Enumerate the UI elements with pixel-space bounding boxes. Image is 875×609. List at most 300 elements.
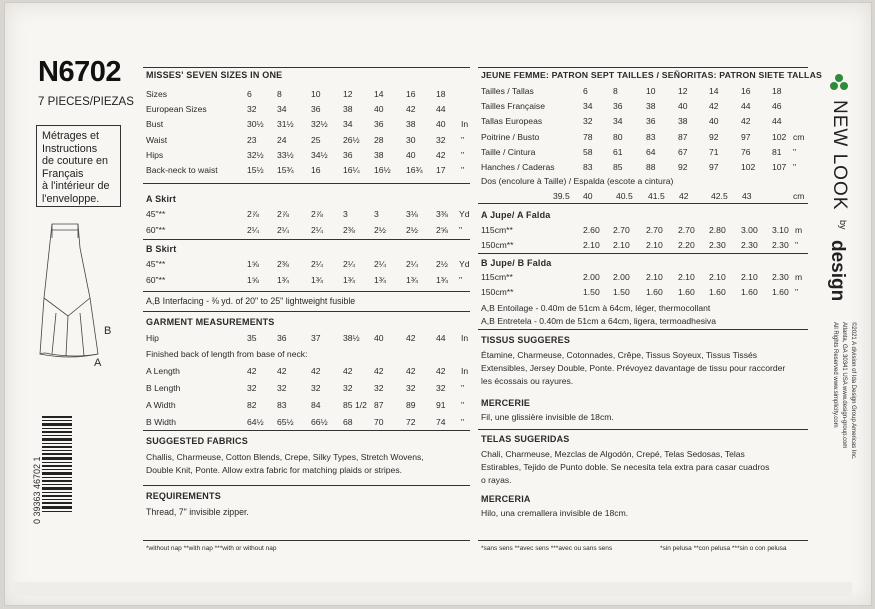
- cell-value: 17: [436, 165, 446, 175]
- cell-value: 2.10: [583, 239, 600, 250]
- pattern-number: N6702: [38, 56, 121, 88]
- row-label: 45"**: [146, 209, 166, 219]
- divider: [143, 540, 470, 541]
- french-note-line: Instructions: [42, 142, 98, 155]
- cell-value: 46: [772, 101, 782, 112]
- interfacing-text: A,B Interfacing - ⅜ yd. of 20" to 25" lightweight fusible: [146, 296, 356, 306]
- entoilage-text: A,B Entoilage - 0.40m de 51cm à 64cm, léger, thermocollant: [481, 303, 711, 313]
- cell-value: 2½: [406, 224, 418, 235]
- row-label: 150cm**: [481, 286, 514, 297]
- cell-value: 3: [374, 209, 379, 219]
- cell-value: 44: [436, 333, 446, 343]
- row-label: Bust: [146, 119, 164, 130]
- cell-value: 6: [247, 89, 252, 99]
- a-skirt-label: A Skirt: [146, 194, 177, 204]
- unit-label: ": [461, 383, 465, 393]
- divider: [143, 239, 470, 240]
- row-label: B Length: [146, 383, 181, 393]
- cell-value: 35: [247, 333, 257, 343]
- unit-label: ": [793, 146, 797, 157]
- cell-value: 88: [646, 162, 656, 172]
- cell-value: 1⅝: [247, 275, 259, 285]
- cell-value: 44: [772, 116, 782, 127]
- cell-value: 28: [374, 134, 384, 145]
- skirt-line-drawing: [30, 218, 130, 368]
- cell-value: 32½: [247, 149, 264, 160]
- cell-value: 84: [311, 400, 321, 410]
- cell-value: 3⅜: [436, 209, 448, 219]
- cell-value: 40: [374, 104, 384, 115]
- cell-value: 2⅜: [343, 224, 355, 235]
- cell-value: 32½: [311, 119, 328, 130]
- cell-value: 18: [772, 86, 782, 96]
- unit-label: ": [461, 417, 465, 427]
- cell-value: 68: [343, 417, 353, 427]
- cell-value: 34: [277, 104, 287, 115]
- cell-value: 8: [277, 89, 282, 99]
- tissus-line: les écossais ou rayures.: [481, 376, 574, 386]
- cell-value: 102: [772, 131, 787, 142]
- unit-label: ": [795, 286, 799, 297]
- suggested-fabrics-text: [146, 451, 424, 477]
- french-note-line: Français: [42, 167, 84, 180]
- cell-value: 70: [374, 417, 384, 427]
- divider: [143, 485, 470, 486]
- fabrics-line: Double Knit, Ponte. Allow extra fabric for matching plaids or stripes.: [146, 465, 403, 475]
- figure-label-a: A: [94, 357, 102, 369]
- cell-value: 18: [436, 89, 446, 99]
- cell-value: 2.70: [646, 225, 663, 235]
- misses-title: MISSES' SEVEN SIZES IN ONE: [146, 70, 283, 80]
- cell-value: 3.10: [772, 225, 789, 235]
- cell-value: 30: [406, 134, 416, 145]
- cell-value: 83: [583, 162, 593, 172]
- unit-label: ": [793, 162, 797, 172]
- telas-line: Chali, Charmeuse, Mezclas de Algodón, Crepé, Telas Sedosas, Telas: [481, 449, 745, 459]
- cell-value: 40: [374, 333, 384, 343]
- cell-value: 42: [311, 366, 321, 376]
- cell-value: 72: [406, 417, 416, 427]
- telas-text: [481, 448, 769, 487]
- cell-value: 66½: [311, 417, 328, 427]
- cell-value: 83: [277, 400, 287, 410]
- cell-value: 1¾: [277, 275, 289, 285]
- cell-value: 39.5: [553, 191, 570, 201]
- unit-label: In: [461, 366, 469, 376]
- cell-value: 23: [247, 134, 257, 145]
- cell-value: 2¼: [247, 224, 259, 235]
- b-skirt-label: B Skirt: [146, 244, 177, 254]
- cell-value: 80: [613, 131, 623, 142]
- row-label: 150cm**: [481, 239, 514, 250]
- cell-value: 42: [343, 366, 353, 376]
- cell-value: 1.50: [613, 286, 630, 297]
- divider: [143, 183, 470, 184]
- cell-value: 92: [678, 162, 688, 172]
- mercerie-title: MERCERIE: [481, 398, 531, 408]
- cell-value: 40: [583, 191, 593, 201]
- cell-value: 2¼: [343, 259, 355, 269]
- cell-value: 2¼: [311, 224, 323, 235]
- cell-value: 16½: [374, 165, 391, 175]
- tissus-text: [481, 349, 785, 388]
- cell-value: 2.30: [709, 239, 726, 250]
- cell-value: 42: [406, 333, 416, 343]
- suggested-fabrics-title: SUGGESTED FABRICS: [146, 436, 248, 446]
- unit-label: In: [461, 333, 469, 343]
- cell-value: 2.10: [678, 272, 695, 282]
- fabrics-line: Challis, Charmeuse, Cotton Blends, Crepe, Silky Types, Stretch Wovens,: [146, 452, 424, 462]
- row-label: Sizes: [146, 89, 168, 99]
- cell-value: 6: [583, 86, 588, 96]
- cell-value: 107: [772, 162, 787, 172]
- cell-value: 1¾: [436, 275, 448, 285]
- cell-value: 32: [247, 383, 257, 393]
- merceria-title: MERCERIA: [481, 494, 531, 504]
- cell-value: 42.5: [711, 191, 728, 201]
- jeune-title: JEUNE FEMME: PATRON SEPT TAILLES / SEÑORITAS: PATRON SIETE TALLAS: [481, 70, 823, 80]
- leaf-logo-icon: [828, 72, 850, 94]
- cell-value: 91: [436, 400, 446, 410]
- cell-value: 97: [741, 131, 751, 142]
- unit-label: ": [461, 165, 465, 175]
- a-jupe-label: A Jupe/ A Falda: [481, 210, 551, 220]
- cell-value: 2.00: [613, 272, 630, 282]
- cell-value: 61: [613, 146, 623, 157]
- cell-value: 2⅞: [277, 209, 289, 219]
- cell-value: 36: [311, 104, 321, 115]
- cell-value: 10: [646, 86, 656, 96]
- b-jupe-label: B Jupe/ B Falda: [481, 258, 552, 268]
- cell-value: 3: [343, 209, 348, 219]
- unit-label: cm: [793, 191, 805, 201]
- divider: [478, 253, 808, 254]
- cell-value: 65½: [277, 417, 294, 427]
- tissus-line: Extensibles, Jersey Double, Ponte. Prévoyez davantage de tissu pour raccorder: [481, 363, 786, 373]
- cell-value: 102: [741, 162, 756, 172]
- cell-value: 40: [436, 119, 446, 130]
- cell-value: 32: [343, 383, 353, 393]
- cell-value: 2¼: [277, 224, 289, 235]
- french-note-line: Métrages et: [42, 130, 100, 142]
- brand-rights: All Rights Reserved www.simplicity.com: [832, 322, 838, 428]
- cell-value: 16: [741, 86, 751, 96]
- divider: [143, 291, 470, 292]
- divider: [478, 329, 808, 330]
- telas-title: TELAS SUGERIDAS: [481, 434, 570, 444]
- barcode-number: 0 39363 46702 1: [32, 456, 42, 524]
- cell-value: 38: [406, 119, 416, 130]
- pieces-count: 7 PIECES/PIEZAS: [38, 96, 134, 108]
- requirements-text: Thread, 7" invisible zipper.: [146, 507, 249, 517]
- cell-value: 1.50: [583, 286, 600, 297]
- row-label: 60"**: [146, 224, 166, 235]
- cell-value: 42: [247, 366, 257, 376]
- garment-length-note: Finished back of length from base of neck:: [146, 349, 308, 359]
- unit-label: ": [795, 239, 799, 250]
- cell-value: 12: [343, 89, 353, 99]
- garment-measurements-title: GARMENT MEASUREMENTS: [146, 317, 275, 327]
- unit-label: In: [461, 119, 469, 130]
- cell-value: 15¾: [277, 165, 294, 175]
- cell-value: 42: [709, 101, 719, 112]
- cell-value: 2.60: [583, 225, 600, 235]
- row-label: 115cm**: [481, 272, 513, 282]
- row-label: Tallas Europeas: [481, 116, 543, 127]
- cell-value: 36: [343, 149, 353, 160]
- unit-label: Yd: [459, 209, 470, 219]
- cell-value: 44: [741, 101, 751, 112]
- cell-value: 2.20: [678, 239, 695, 250]
- cell-value: 36: [277, 333, 287, 343]
- cell-value: 26½: [343, 134, 360, 145]
- cell-value: 32: [436, 134, 446, 145]
- cell-value: 3.00: [741, 225, 758, 235]
- cell-value: 1¾: [311, 275, 323, 285]
- row-label: 115cm**: [481, 225, 513, 235]
- divider: [143, 67, 470, 68]
- cell-value: 32: [406, 383, 416, 393]
- row-label: Taille / Cintura: [481, 146, 536, 157]
- cell-value: 33½: [277, 149, 294, 160]
- cell-value: 2.30: [741, 239, 758, 250]
- cell-value: 2.30: [772, 239, 789, 250]
- row-label: Hips: [146, 149, 164, 160]
- cell-value: 74: [436, 417, 446, 427]
- bottom-edge-strip: [14, 582, 852, 596]
- mercerie-text: Fil, une glissière invisible de 18cm.: [481, 412, 614, 422]
- cell-value: 1¾: [343, 275, 355, 285]
- unit-label: ": [461, 149, 465, 160]
- cell-value: 16: [406, 89, 416, 99]
- cell-value: 31½: [277, 119, 294, 130]
- row-label: 60"**: [146, 275, 166, 285]
- cell-value: 44: [436, 104, 446, 115]
- brand-strip: [818, 70, 858, 490]
- entretela-text: A,B Entretela - 0.40m de 51cm a 64cm, ligera, termoadhesiva: [481, 316, 717, 326]
- cell-value: 2.10: [709, 272, 726, 282]
- cell-value: 38: [343, 104, 353, 115]
- row-label: 45"**: [146, 259, 166, 269]
- cell-value: 34½: [311, 149, 328, 160]
- tissus-title: TISSUS SUGGERES: [481, 335, 571, 345]
- cell-value: 78: [583, 131, 593, 142]
- unit-label: ": [461, 400, 465, 410]
- cell-value: 14: [709, 86, 719, 96]
- french-instructions-note: [36, 125, 121, 207]
- row-label: European Sizes: [146, 104, 207, 115]
- cell-value: 71: [709, 146, 719, 157]
- cell-value: 16: [311, 165, 321, 175]
- cell-value: 87: [678, 131, 688, 142]
- cell-value: 2.00: [583, 272, 600, 282]
- brand-by: by: [838, 220, 848, 230]
- cell-value: 8: [613, 86, 618, 96]
- cell-value: 2.70: [678, 225, 695, 235]
- cell-value: 32: [436, 383, 446, 393]
- cell-value: 2¼: [311, 259, 323, 269]
- divider: [478, 203, 808, 204]
- cell-value: 15½: [247, 165, 264, 175]
- cell-value: 42: [436, 149, 446, 160]
- cell-value: 2⅞: [247, 209, 259, 219]
- telas-line: Estirables, Tejido de Punto doble. Se necesita tela extra para casar cuadros: [481, 462, 770, 472]
- cell-value: 10: [311, 89, 321, 99]
- tissus-line: Étamine, Charmeuse, Cotonnades, Crêpe, Tissus Soyeux, Tissus Tissés: [481, 350, 758, 360]
- barcode-bars: [20, 416, 80, 526]
- unit-label: cm: [793, 131, 805, 142]
- cell-value: 2⅝: [436, 224, 448, 235]
- divider: [143, 311, 470, 312]
- brand-design: design: [827, 240, 848, 302]
- french-note-line: l'enveloppe.: [42, 192, 100, 205]
- cell-value: 2.10: [646, 239, 663, 250]
- cell-value: 64½: [247, 417, 264, 427]
- row-label: Tailles Française: [481, 101, 545, 112]
- row-label: A Width: [146, 400, 176, 410]
- cell-value: 83: [646, 131, 656, 142]
- cell-value: 97: [709, 162, 719, 172]
- cell-value: 1¾: [406, 275, 418, 285]
- unit-label: m: [795, 225, 803, 235]
- cell-value: 40.5: [616, 191, 633, 201]
- cell-value: 42: [374, 366, 384, 376]
- cell-value: 2.10: [613, 239, 630, 250]
- cell-value: 41.5: [648, 191, 665, 201]
- cell-value: 42: [741, 116, 751, 127]
- cell-value: 2⅞: [311, 209, 323, 219]
- cell-value: 2¼: [374, 259, 386, 269]
- cell-value: 32: [247, 104, 257, 115]
- cell-value: 2½: [374, 224, 386, 235]
- cell-value: 16¼: [343, 165, 360, 175]
- cell-value: 1.60: [678, 286, 695, 297]
- cell-value: 1¾: [374, 275, 386, 285]
- cell-value: 24: [277, 134, 287, 145]
- cell-value: 43: [742, 191, 752, 201]
- cell-value: 36: [374, 119, 384, 130]
- row-label: Waist: [146, 134, 168, 145]
- cell-value: 2.80: [709, 225, 726, 235]
- cell-value: 2¼: [406, 259, 418, 269]
- cell-value: 14: [374, 89, 384, 99]
- french-note-line: de couture en: [42, 155, 109, 167]
- cell-value: 2⅜: [277, 259, 289, 269]
- cell-value: 89: [406, 400, 416, 410]
- cell-value: 82: [247, 400, 257, 410]
- brand-address: Atlanta, GA 30341 USA www.design-group.com: [841, 322, 847, 449]
- cell-value: 85: [613, 162, 623, 172]
- cell-value: 38: [374, 149, 384, 160]
- requirements-title: REQUIREMENTS: [146, 491, 221, 501]
- cell-value: 85 1/2: [343, 400, 367, 410]
- cell-value: 42: [406, 104, 416, 115]
- cell-value: 2.10: [646, 272, 663, 282]
- unit-label: ": [461, 134, 465, 145]
- divider: [143, 430, 470, 431]
- row-label: Hanches / Caderas: [481, 162, 555, 172]
- divider: [478, 429, 808, 430]
- french-note-line: à l'intérieur de: [42, 180, 110, 192]
- cell-value: 40: [709, 116, 719, 127]
- cell-value: 25: [311, 134, 321, 145]
- barcode: [20, 416, 80, 531]
- cell-value: 2½: [436, 259, 448, 269]
- row-label: Hip: [146, 333, 159, 343]
- row-label: Tailles / Tallas: [481, 86, 534, 96]
- cell-value: 40: [678, 101, 688, 112]
- figure-label-b: B: [104, 325, 112, 337]
- cell-value: 38: [646, 101, 656, 112]
- row-label: Poitrine / Busto: [481, 131, 540, 142]
- brand-copyright: ©2021 A division of Ida Design Group Americas Inc.: [850, 322, 856, 460]
- cell-value: 37: [311, 333, 321, 343]
- cell-value: 64: [646, 146, 656, 157]
- cell-value: 92: [709, 131, 719, 142]
- cell-value: 32: [374, 383, 384, 393]
- row-label: B Width: [146, 417, 177, 427]
- cell-value: 1.60: [772, 286, 789, 297]
- cell-value: 1.60: [646, 286, 663, 297]
- unit-label: ": [459, 275, 463, 285]
- cell-value: 58: [583, 146, 593, 157]
- row-label: A Length: [146, 366, 180, 376]
- cell-value: 38½: [343, 333, 360, 343]
- unit-label: m: [795, 272, 803, 282]
- dos-label: Dos (encolure à Taille) / Espalda (escote a cintura): [481, 176, 674, 186]
- cell-value: 32: [583, 116, 593, 127]
- cell-value: 36: [646, 116, 656, 127]
- row-label: Back-neck to waist: [146, 165, 218, 175]
- cell-value: 34: [343, 119, 353, 130]
- cell-value: 40: [406, 149, 416, 160]
- divider: [478, 67, 808, 68]
- cell-value: 16¾: [406, 165, 423, 175]
- cell-value: 32: [277, 383, 287, 393]
- cell-value: 38: [678, 116, 688, 127]
- unit-label: Yd: [459, 259, 470, 269]
- cell-value: 30½: [247, 119, 264, 130]
- cell-value: 42: [436, 366, 446, 376]
- cell-value: 1.60: [709, 286, 726, 297]
- cell-value: 2.30: [772, 272, 789, 282]
- brand-name: NEW LOOK: [829, 100, 850, 211]
- cell-value: 42: [406, 366, 416, 376]
- footnote-es: *sin pelusa **con pelusa ***sin o con pelusa: [660, 545, 787, 552]
- cell-value: 1⅝: [247, 259, 259, 269]
- cell-value: 36: [613, 101, 623, 112]
- cell-value: 34: [613, 116, 623, 127]
- footnote-fr: *sans sens **avec sens ***avec ou sans sens: [481, 545, 613, 552]
- divider: [478, 540, 808, 541]
- cell-value: 3⅛: [406, 209, 418, 219]
- cell-value: 2.10: [741, 272, 758, 282]
- cell-value: 42: [679, 191, 689, 201]
- cell-value: 32: [311, 383, 321, 393]
- cell-value: 67: [678, 146, 688, 157]
- telas-line: o rayas.: [481, 475, 512, 485]
- cell-value: 81: [772, 146, 782, 157]
- cell-value: 42: [277, 366, 287, 376]
- cell-value: 87: [374, 400, 384, 410]
- cell-value: 2.70: [613, 225, 630, 235]
- merceria-text: Hilo, una cremallera invisible de 18cm.: [481, 508, 629, 518]
- cell-value: 76: [741, 146, 751, 157]
- cell-value: 1.60: [741, 286, 758, 297]
- unit-label: ": [459, 224, 463, 235]
- cell-value: 34: [583, 101, 593, 112]
- footnote-en: *without nap **with nap ***with or without nap: [146, 545, 277, 552]
